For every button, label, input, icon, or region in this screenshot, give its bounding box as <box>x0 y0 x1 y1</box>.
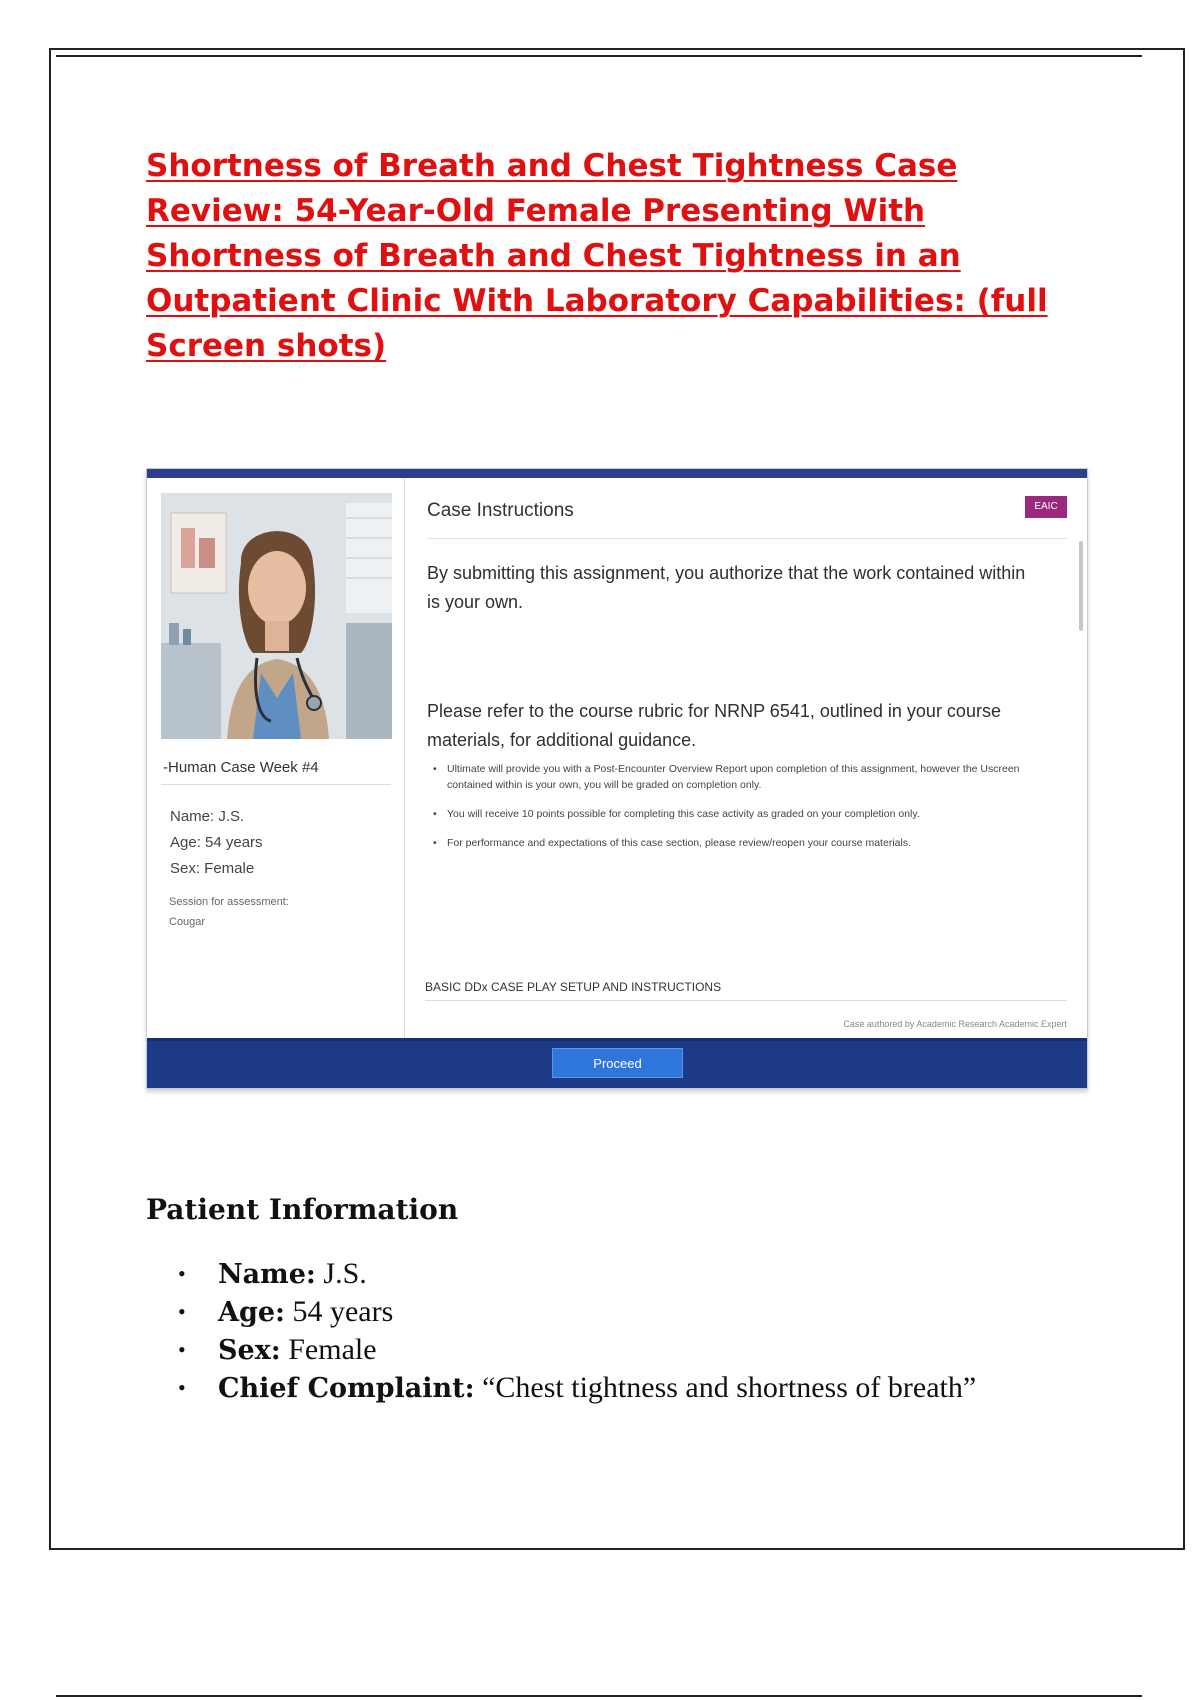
document-title: Shortness of Breath and Chest Tightness Case Review: 54-Year-Old Female Presenting With Shortness of Breath and Chest Tightness in an Outpatient Clinic With Laboratory Capabilities: (full Screen shots) <box>146 148 1048 364</box>
list-item <box>178 1255 976 1293</box>
session-label: Session for assessment: <box>169 896 289 908</box>
scrollbar-thumb[interactable] <box>1079 541 1083 631</box>
divider <box>161 784 391 785</box>
list-item: • Ultimate will provide you with a Post-Encounter Overview Report upon completion of this assignment, however the Uscreen contained within is your own, you will be graded on completion only. <box>433 761 1043 793</box>
case-screenshot <box>146 468 1088 1089</box>
bottom-rule <box>56 1695 1142 1697</box>
item-label: Age: <box>218 1297 285 1328</box>
list-item <box>178 1331 976 1369</box>
eaic-badge: EAIC <box>1025 496 1067 518</box>
patient-sidebar <box>147 478 405 1038</box>
authorization-paragraph: By submitting this assignment, you authorize that the work contained within is your own. <box>427 563 1026 612</box>
patient-portrait-image <box>161 493 392 739</box>
divider <box>425 1000 1067 1001</box>
case-instructions-panel <box>405 478 1087 1038</box>
screenshot-footer-bar <box>147 1038 1087 1088</box>
instruction-list <box>433 761 1043 864</box>
list-item <box>178 1293 976 1331</box>
item-value: Female <box>280 1333 377 1366</box>
top-rule <box>56 55 1142 57</box>
item-label: Name: <box>218 1259 316 1290</box>
list-item: • You will receive 10 points possible for completing this case activity as graded on your completion only. <box>433 806 1043 822</box>
patient-information-heading: Patient Information <box>146 1193 459 1226</box>
rubric-paragraph: Please refer to the course rubric for NRNP 6541, outlined in your course materials, for additional guidance. <box>427 701 1001 750</box>
proceed-button[interactable]: Proceed <box>552 1048 683 1078</box>
case-instructions-title: Case Instructions <box>427 500 574 521</box>
item-value: J.S. <box>315 1257 367 1290</box>
patient-sex: Sex: Female <box>170 860 255 877</box>
item-label: Chief Complaint: <box>218 1373 475 1404</box>
list-item: • For performance and expectations of this case section, please review/reopen your course materials. <box>433 835 1043 851</box>
patient-age: Age: 54 years <box>170 834 263 851</box>
item-label: Sex: <box>218 1335 281 1366</box>
item-value: 54 years <box>284 1295 394 1328</box>
session-value: Cougar <box>169 916 206 928</box>
item-value: “Chest tightness and shortness of breath” <box>474 1371 977 1404</box>
authored-by-note: Case authored by Academic Research Academic Expert <box>843 1019 1067 1029</box>
list-item <box>178 1369 976 1407</box>
patient-information-list <box>178 1255 976 1407</box>
patient-photo <box>161 493 392 739</box>
divider <box>427 538 1067 539</box>
setup-heading: BASIC DDx CASE PLAY SETUP AND INSTRUCTIONS <box>425 980 722 994</box>
case-week-label: -Human Case Week #4 <box>163 759 319 776</box>
patient-name: Name: J.S. <box>170 808 245 825</box>
screenshot-header-bar <box>147 469 1087 478</box>
